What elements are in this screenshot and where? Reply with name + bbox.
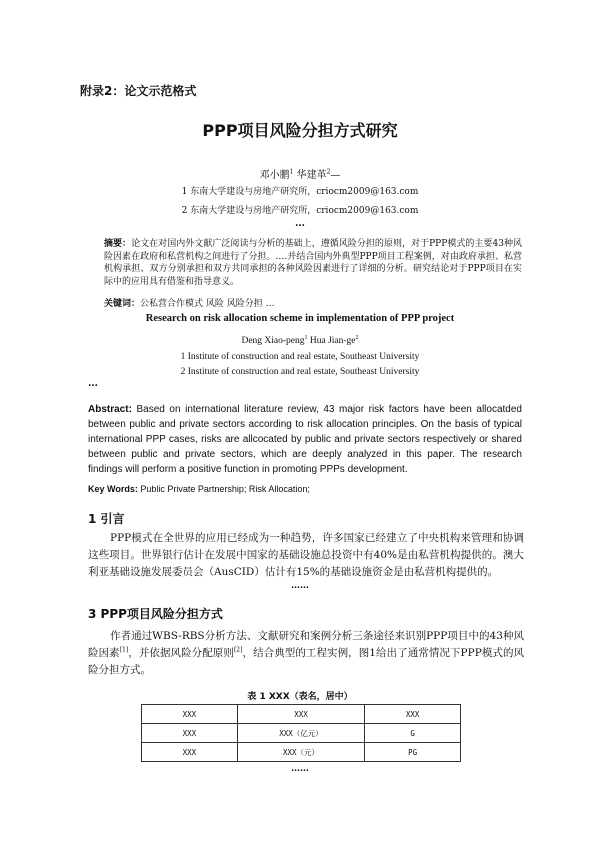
abstract-en — [88, 402, 522, 477]
table-cell: G — [365, 724, 461, 743]
paper-title-en: Research on risk allocation scheme in implementation of PPP project — [145, 313, 455, 324]
keywords-cn-label: 关键词： — [104, 299, 141, 309]
author-2-cn: 华建革 — [296, 170, 327, 181]
abstract-en-text: Based on international literature review, 43 major risk factors have been allocatded between public and private sectors according to risk allocation principles. On the basis of typical international PPP cases, risks are allcocated by public and private sectors respectively or shared between public and private sectors, which are deeply analyzed in this paper. The research findings will perform a positive function in promoting PPPs development. — [88, 404, 522, 475]
section-heading-ppp: 3 PPP项目风险分担方式 — [88, 607, 223, 621]
keywords-en — [88, 484, 310, 494]
keywords-en-label: Key Words: — [88, 484, 138, 494]
affiliation-num: 2 — [181, 206, 188, 216]
abstract-cn — [104, 238, 522, 288]
table-cell: XXX — [365, 705, 461, 724]
authors-en — [0, 336, 600, 346]
section-heading-intro: 1 引言 — [88, 512, 125, 526]
abstract-cn-label: 摘要： — [104, 239, 132, 249]
table-row — [142, 743, 461, 762]
keywords-en-text: Public Private Partnership; Risk Allocation; — [137, 484, 310, 494]
citation-2[interactable]: [2] — [233, 646, 243, 654]
author-1-cn: 邓小鹏 — [259, 170, 290, 181]
authors-cn — [0, 166, 600, 181]
section-intro-paragraph: PPP模式在全世界的应用已经成为一种趋势，许多国家已经建立了中央机构来管理和协调这些项目。世界银行估计在发展中国家的基础设施总投资中有40%是由私营机构提供的。澳大利亚基础设施发展委员会（AusCID）估计有15%的基础设施资金是由私营机构提供的。 — [88, 532, 524, 578]
table-row — [142, 724, 461, 743]
table-cell: XXX（亿元） — [237, 724, 364, 743]
affiliation-cn-1 — [0, 184, 600, 197]
paper-title-cn: PPP项目风险分担方式研究 — [202, 121, 398, 140]
para-text-b: ，并依据风险分配原则 — [128, 647, 234, 659]
table-caption: 表 1 XXX（表名，居中） — [247, 692, 353, 702]
keywords-cn — [104, 296, 275, 309]
table-cell: PG — [365, 743, 461, 762]
affiliation-cn-2 — [0, 203, 600, 216]
citation-1[interactable]: [1] — [119, 646, 129, 654]
author-1-en: Deng Xiao-peng — [241, 336, 305, 346]
author-1-en-sup: 1 — [304, 334, 308, 341]
affiliation-text: 东南大学建设与房地产研究所，criocm2009@163.com — [190, 187, 419, 197]
author-1-sup: 1 — [289, 168, 294, 176]
keywords-cn-text: 公私营合作模式 风险 风险分担 … — [140, 299, 275, 309]
affiliation-text: 东南大学建设与房地产研究所，criocm2009@163.com — [190, 206, 419, 216]
para-text-a: 作者通过WBS-RBS分析方法、文献研究和案例分析三条途径来识别PPP项目中的43种风险因素 — [88, 630, 524, 659]
table-cell: XXX（元） — [237, 743, 364, 762]
affiliation-en-2: 2 Institute of construction and real estate, Southeast University — [180, 367, 420, 377]
section-ppp-paragraph — [88, 628, 524, 679]
author-2-en: Hua Jian-ge — [309, 336, 356, 346]
table-dots: …… — [291, 764, 309, 774]
author-2-sup: 2 — [326, 168, 331, 176]
affiliation-en-1: 1 Institute of construction and real estate, Southeast University — [180, 352, 420, 362]
abstract-en-label: Abstract: — [88, 404, 132, 415]
table-cell: XXX — [142, 743, 238, 762]
table-cell: XXX — [237, 705, 364, 724]
abstract-cn-text: 论文在对国内外文献广泛阅读与分析的基础上，遵循风险分担的原则，对于PPP模式的主要43种风险因素在政府和私营机构之间进行了分担。….并结合国内外典型PPP项目工程案例，对由政府承担、私营机构承担、双方分别承担和双方共同承担的各种风险因素进行了详细的分析。研究结论对于PPP项目在实际中的应用具有借鉴和指导意义。 — [104, 239, 522, 287]
appendix-label: 附录2：论文示范格式 — [80, 84, 197, 98]
table-cell: XXX — [142, 705, 238, 724]
affiliation-num: 1 — [181, 187, 188, 197]
author-2-en-sup: 2 — [355, 334, 359, 341]
para-text-c: ，结合典型的工程实例，图1给出了通常情况下PPP模式的风险分担方式。 — [88, 647, 525, 676]
table-cell: XXX — [142, 724, 238, 743]
author-trail: — — [330, 170, 341, 181]
data-table — [141, 704, 461, 762]
ellipsis-marker: … — [295, 218, 305, 229]
table-row — [142, 705, 461, 724]
ellipsis-marker-en: … — [88, 378, 98, 389]
section-intro-dots: …… — [291, 581, 309, 591]
